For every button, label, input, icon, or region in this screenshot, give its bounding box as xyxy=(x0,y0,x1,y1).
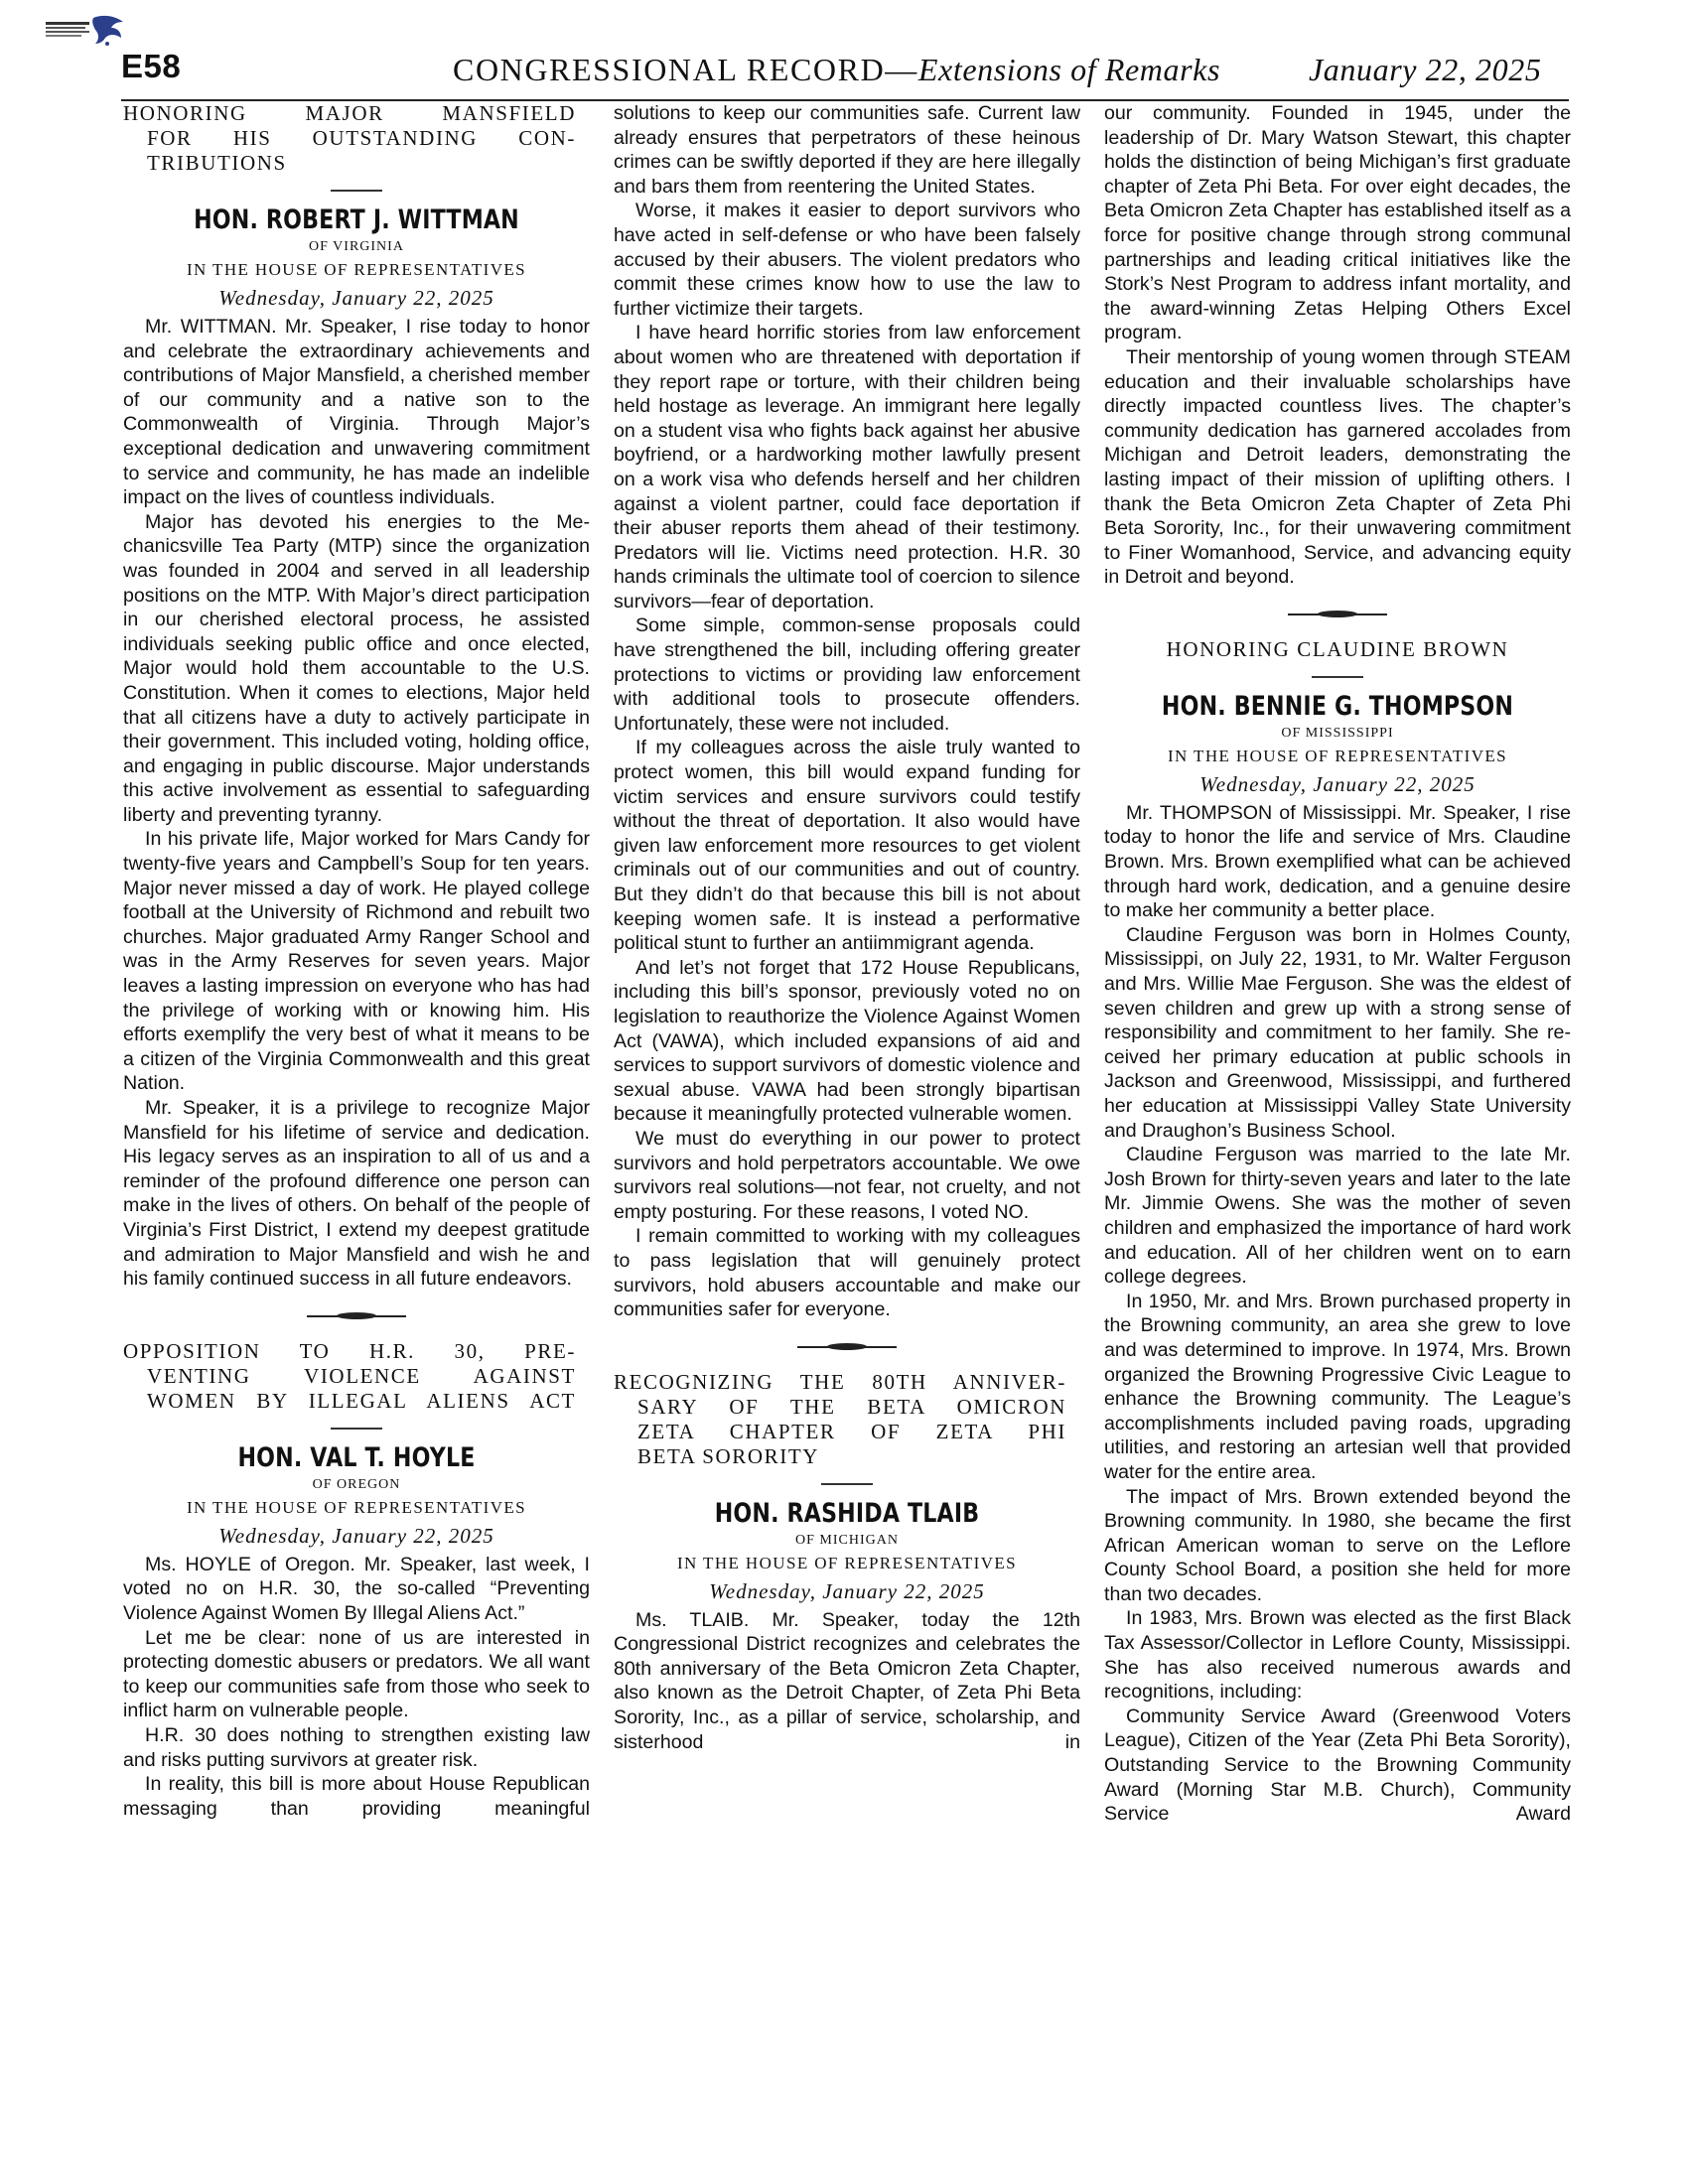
running-header xyxy=(453,52,1220,88)
house-label: IN THE HOUSE OF REPRESENTATIVES xyxy=(186,260,527,279)
paragraph: The impact of Mrs. Brown extended beyond the Browning community. In 1980, she became the first African American woman to serve on the Leflore County School Board, a position she held for more than two decades. xyxy=(1104,1485,1571,1605)
article-title-wittman xyxy=(123,101,590,176)
paragraph: Let me be clear: none of us are interested in protecting domestic abusers or predators. We all want to keep our communities safe from those who seek to inflict harm on vulnerable people. xyxy=(123,1626,590,1722)
publication-name: CONGRESSIONAL RECORD xyxy=(453,52,886,87)
paragraph: Worse, it makes it easier to deport survivors who have acted in self-defense or who have been falsely accused by their abusers. The violent predators who commit these crimes know how to use the law to further victimize their targets. xyxy=(614,200,1080,320)
paragraph: H.R. 30 does nothing to strengthen existing law and risks putting survivors at greater risk. xyxy=(123,1723,590,1771)
gpo-eagle-logo-icon xyxy=(44,14,127,48)
paragraph: I have heard horrific stories from law enforcement about women who are threatened with deportation if they report rape or torture, with their children being held hostage as leverage. An immigrant here legally on a student visa who fights back against her abusive boyfriend, or a hardworking mother lawfully present on a work visa who defends herself and her children against a violent partner, could face deportation if their abuser reports them ahead of their testimony. Predators will lie. Victims need protection. H.R. 30 hands criminals the ultimate tool of coercion to silence survivors—fear of deportation. xyxy=(614,322,1080,613)
article-title-hoyle xyxy=(123,1339,590,1414)
header-dash: — xyxy=(885,52,918,87)
house-label: IN THE HOUSE OF REPRESENTATIVES xyxy=(1167,746,1508,765)
divider xyxy=(821,1483,873,1485)
paragraph: If my colleagues across the aisle truly wanted to protect women, this bill would expand funding for victim services and ensure survivors could testify without the threat of deportation. It also would have given law enforcement more resources to get violent criminals out of our communities and out of country. But they didn’t do that because this bill is not about keeping women safe. It is instead a performative political stunt to further an antiimmigrant agenda. xyxy=(614,737,1080,955)
speaker-name: HON. BENNIE G. THOMPSON xyxy=(1161,690,1514,722)
speaker-state: OF MISSISSIPPI xyxy=(1281,725,1394,741)
title-line: OPPOSITION TO H.R. 30, PRE- xyxy=(123,1338,576,1363)
paragraph: Ms. TLAIB. Mr. Speaker, today the 12th Congressional District recognizes and celebrates the 80th anniversary of the Beta Omicron Zeta Chapter, also known as the Detroit Chapter, of Zeta Phi Beta Sorority, Inc., as a pillar of service, scholarship, and sisterhood in xyxy=(614,1608,1080,1753)
column-2 xyxy=(614,101,1080,2146)
paragraph: Claudine Ferguson was born in Holmes County, Mississippi, on July 22, 1931, to Mr. Walter Ferguson and Mrs. Willie Mae Ferguson. She was the eldest of seven children and grew up with a strong sense of responsibility and commitment to her family. She received her primary education at public schools in Jackson and Greenwood, Mississippi, and furthered her education at Mississippi Valley State University and Draughon’s Business School. xyxy=(1104,923,1571,1142)
title-line: FOR HIS OUTSTANDING CON- xyxy=(147,126,576,150)
divider xyxy=(1312,676,1363,678)
speaker-state: OF OREGON xyxy=(312,1476,401,1492)
house-label: IN THE HOUSE OF REPRESENTATIVES xyxy=(676,1553,1018,1572)
speaker-name: HON. VAL T. HOYLE xyxy=(237,1441,476,1473)
article-title-tlaib xyxy=(614,1370,1080,1469)
section-ornament xyxy=(1288,608,1387,621)
title-line: RECOGNIZING THE 80TH ANNIVER- xyxy=(614,1369,1066,1394)
paragraph-continuation: our community. Founded in 1945, under the leadership of Dr. Mary Watson Stewart, this chapter holds the distinction of being Michigan’s first graduate chapter of Zeta Phi Beta. For over eight decades, the Beta Omicron Zeta Chapter has established itself as a force for positive change through strong communal partnerships and leading critical initiatives like the Stork’s Nest Program to address infant mortality, and the award-winning Zetas Helping Others Excel program. xyxy=(1104,102,1571,344)
paragraph: Mr. WITTMAN. Mr. Speaker, I rise today to honor and celebrate the extraordinary achievements and contributions of Major Mansfield, a cherished member of our community and a native son to the Commonwealth of Virginia. Through Major’s exceptional dedication and unwavering commitment to service and community, he has made an indelible impact on the lives of countless individuals. xyxy=(123,316,590,509)
section-name: Extensions of Remarks xyxy=(917,52,1221,87)
column-3 xyxy=(1104,101,1571,2146)
paragraph: In reality, this bill is more about House Republican messaging than providing meaningful xyxy=(123,1773,590,1820)
paragraph: Claudine Ferguson was married to the late Mr. Josh Brown for thirty-seven years and later to the late Mr. Jimmie Owens. She was the mother of seven children and emphasized the importance of hard work and education. All of her children went on to earn college degrees. xyxy=(1104,1144,1571,1289)
speech-date: Wednesday, January 22, 2025 xyxy=(218,1523,494,1548)
house-label: IN THE HOUSE OF REPRESENTATIVES xyxy=(186,1497,527,1517)
paragraph-continuation: solutions to keep our communities safe. Current law already ensures that perpetrators of these heinous crimes can be swiftly deported if they are here illegally and bars them from reentering the United States. xyxy=(614,102,1080,198)
paragraph: I remain committed to working with my colleagues to pass legislation that will genuinely protect survivors, hold abusers accountable and make our communities safer for everyone. xyxy=(614,1225,1080,1321)
article-title-thompson: HONORING CLAUDINE BROWN xyxy=(1166,636,1509,661)
speech-date: Wednesday, January 22, 2025 xyxy=(1199,771,1476,796)
paragraph: In 1983, Mrs. Brown was elected as the first Black Tax Assessor/Collector in Leflore County, Mississippi. She has also received numerous awards and recognitions, including: xyxy=(1104,1607,1571,1704)
title-line: SARY OF THE BETA OMICRON xyxy=(637,1394,1066,1419)
paragraph: Ms. HOYLE of Oregon. Mr. Speaker, last week, I voted no on H.R. 30, the so-called “Preventing Violence Against Women By Illegal Aliens Act.” xyxy=(123,1553,590,1624)
paragraph: In 1950, Mr. and Mrs. Brown purchased property in the Browning community, an area she grew to love and was determined to improve. In 1974, Mrs. Brown organized the Browning Progressive Civic League to enhance the Browning community. The League’s accomplishments included paving roads, upgrading utilities, and restoring an artesian well that provided water for the entire area. xyxy=(1104,1290,1571,1483)
title-line: HONORING MAJOR MANSFIELD xyxy=(123,101,576,125)
paragraph: And let’s not forget that 172 House Republicans, including this bill’s sponsor, previously voted no on legislation to reauthorize the Violence Against Women Act (VAWA), which included expansions of aid and services to support survivors of domestic violence and sexual abuse. VAWA had been strongly bipartisan because it meaningfully protected vulnerable women. xyxy=(614,956,1080,1126)
title-line: ZETA CHAPTER OF ZETA PHI xyxy=(637,1419,1066,1443)
speaker-name: HON. RASHIDA TLAIB xyxy=(714,1497,980,1529)
paragraph: Community Service Award (Greenwood Voters League), Citizen of the Year (Zeta Phi Beta Sorority), Outstanding Service to the Browning Community Award (Morning Star M.B. Church), Community Service Award xyxy=(1104,1705,1571,1826)
speaker-state: OF VIRGINIA xyxy=(309,239,404,254)
section-ornament xyxy=(307,1309,406,1323)
title-line: WOMEN BY ILLEGAL ALIENS ACT xyxy=(147,1388,576,1413)
page-number: E58 xyxy=(121,48,182,84)
title-line: BETA SORORITY xyxy=(637,1443,820,1468)
paragraph: Some simple, common-sense proposals could have strengthened the bill, including offering greater protections to victims or providing law enforcement with additional tools to prosecute offenders. Unfortunately, these were not included. xyxy=(614,614,1080,735)
speaker-name: HON. ROBERT J. WITTMAN xyxy=(194,205,519,235)
paragraph: In his private life, Major worked for Mars Candy for twenty-five years and Campbell’s Soup for ten years. Major never missed a day of work. He played college football at the University of Richmond and rebuilt two churches. Major graduated Army Ranger School and was in the Army Reserves for seven years. Major leaves a lasting impression on everyone who has had the privilege of working with or knowing him. His efforts exemplify the very best of what it means to be a citizen of the Virginia Commonwealth and this great Nation. xyxy=(123,828,590,1095)
section-ornament xyxy=(797,1340,897,1354)
header-date: January 22, 2025 xyxy=(1309,52,1542,87)
column-1 xyxy=(123,101,590,2146)
speech-date: Wednesday, January 22, 2025 xyxy=(709,1578,985,1603)
paragraph: Mr. THOMPSON of Mississippi. Mr. Speaker, I rise today to honor the life and service of Mrs. Claudine Brown. Mrs. Brown exemplified what can be achieved through hard work, dedication, and a genuine desire to make her community a better place. xyxy=(1104,801,1571,922)
paragraph: Major has devoted his energies to the Mechanicsville Tea Party (MTP) since the organization was founded in 2004 and served in all leadership positions on the MTP. With Major’s direct participation in our cherished electoral process, he assisted individuals seeking public office and once elected, Major would hold them accountable to the U.S. Constitution. When it comes to elections, Major held that all citizens have a duty to actively participate in their government. This included voting, holding office, and engaging in public discourse. Major understands this active involvement as essential to safeguarding liberty and preventing tyranny. xyxy=(123,510,590,826)
title-line: TRIBUTIONS xyxy=(147,151,287,175)
paragraph: Mr. Speaker, it is a privilege to recognize Major Mansfield for his lifetime of service and dedication. His legacy serves as an inspiration to all of us and a reminder of the profound difference one person can make in the lives of others. On behalf of the people of Virginia’s First District, I extend my deepest gratitude and admiration to Major Mansfield and wish he and his family continued success in all future endeavors. xyxy=(123,1097,590,1291)
title-line: VENTING VIOLENCE AGAINST xyxy=(147,1363,576,1388)
divider xyxy=(331,190,382,192)
paragraph: Their mentorship of young women through STEAM education and their invaluable scholarships have directly impacted countless lives. The chapter’s community dedication has garnered accolades from Michigan and Detroit leaders, demonstrating the lasting impact of their mission of uplifting others. I thank the Beta Omicron Zeta Chapter of Zeta Phi Beta Sorority, Inc., for their unwavering commitment to Finer Womanhood, Service, and advancing equity in Detroit and beyond. xyxy=(1104,345,1571,589)
speech-date: Wednesday, January 22, 2025 xyxy=(218,286,494,310)
paragraph: We must do everything in our power to protect survivors and hold perpetrators accountable. We owe survivors real solutions—not fear, not cruelty, and not empty posturing. For these reasons, I voted NO. xyxy=(614,1127,1080,1223)
speaker-state: OF MICHIGAN xyxy=(795,1532,899,1548)
divider xyxy=(331,1428,382,1430)
